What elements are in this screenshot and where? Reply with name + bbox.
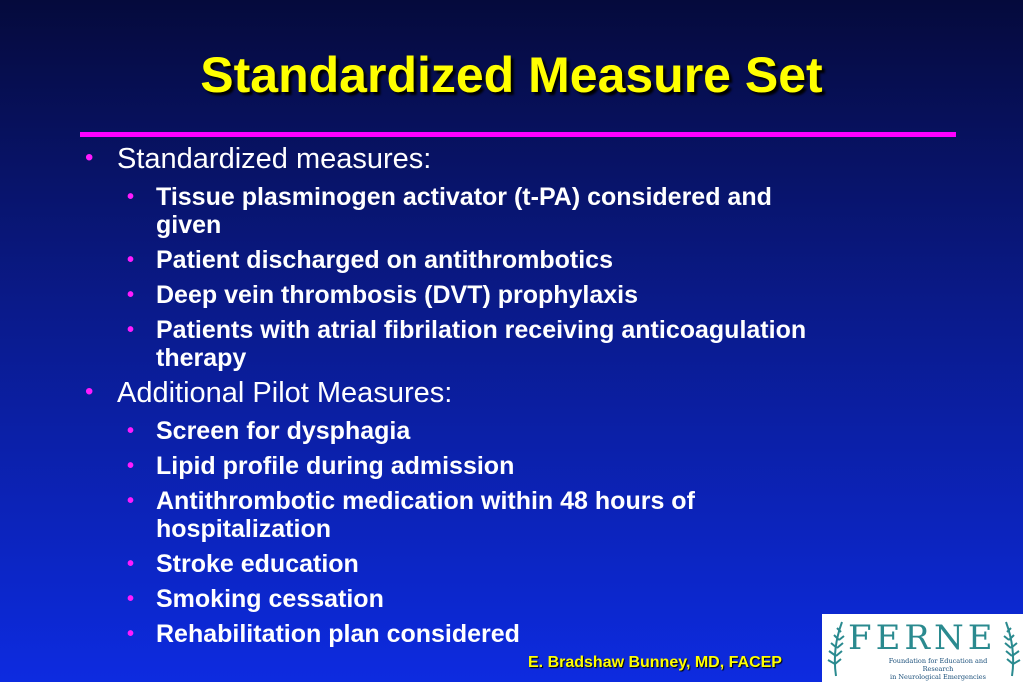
list-item (80, 452, 840, 480)
section-heading-text: Additional Pilot Measures: (117, 377, 453, 409)
list-item (80, 417, 840, 445)
list-item (80, 487, 840, 543)
list-item-text: Patients with atrial fibrilation receiving anticoagulation therapy (156, 316, 807, 372)
list-item-text: Antithrombotic medication within 48 hours of hospitalization (156, 487, 695, 543)
section-heading (80, 142, 840, 176)
list-item-text: Rehabilitation plan considered (156, 620, 520, 648)
list-item (80, 620, 840, 648)
list-item (80, 183, 840, 239)
bullet-icon: • (127, 553, 135, 575)
list-item-text: Patient discharged on antithrombotics (156, 246, 613, 274)
list-item-text: Screen for dysphagia (156, 417, 411, 445)
slide-title: Standardized Measure Set (200, 47, 823, 103)
bullet-icon: • (127, 319, 135, 341)
presenter-credit: E. Bradshaw Bunney, MD, FACEP (528, 654, 782, 671)
list-item (80, 246, 840, 274)
logo-subtitle-line: in Neurological Emergencies (890, 673, 986, 681)
logo-subtitle-line: Foundation for Education and Research (888, 657, 988, 673)
bullet-icon: • (127, 623, 135, 645)
bullet-icon: • (127, 420, 135, 442)
list-item (80, 316, 840, 372)
logo-letters: FERNE (848, 618, 997, 658)
list-item-text: Tissue plasminogen activator (t-PA) considered and given (156, 183, 772, 239)
list-item-text: Deep vein thrombosis (DVT) prophylaxis (156, 281, 639, 309)
bullet-icon: • (127, 186, 135, 208)
section-heading (80, 376, 840, 410)
bullet-icon: • (127, 249, 135, 271)
list-item-text: Lipid profile during admission (156, 452, 515, 480)
bullet-icon: • (127, 284, 135, 306)
section-heading-text: Standardized measures: (117, 143, 432, 175)
list-item (80, 281, 840, 309)
logo-subtitle (878, 657, 998, 681)
bullet-list (80, 138, 840, 648)
bullet-icon: • (85, 144, 94, 171)
bullet-icon: • (127, 490, 135, 512)
title-divider (80, 132, 956, 137)
list-item (80, 550, 840, 578)
bullet-icon: • (127, 588, 135, 610)
list-item (80, 585, 840, 613)
ferne-logo (822, 614, 1023, 682)
list-item-text: Smoking cessation (156, 585, 384, 613)
bullet-icon: • (85, 378, 94, 405)
bullet-icon: • (127, 455, 135, 477)
list-item-text: Stroke education (156, 550, 359, 578)
